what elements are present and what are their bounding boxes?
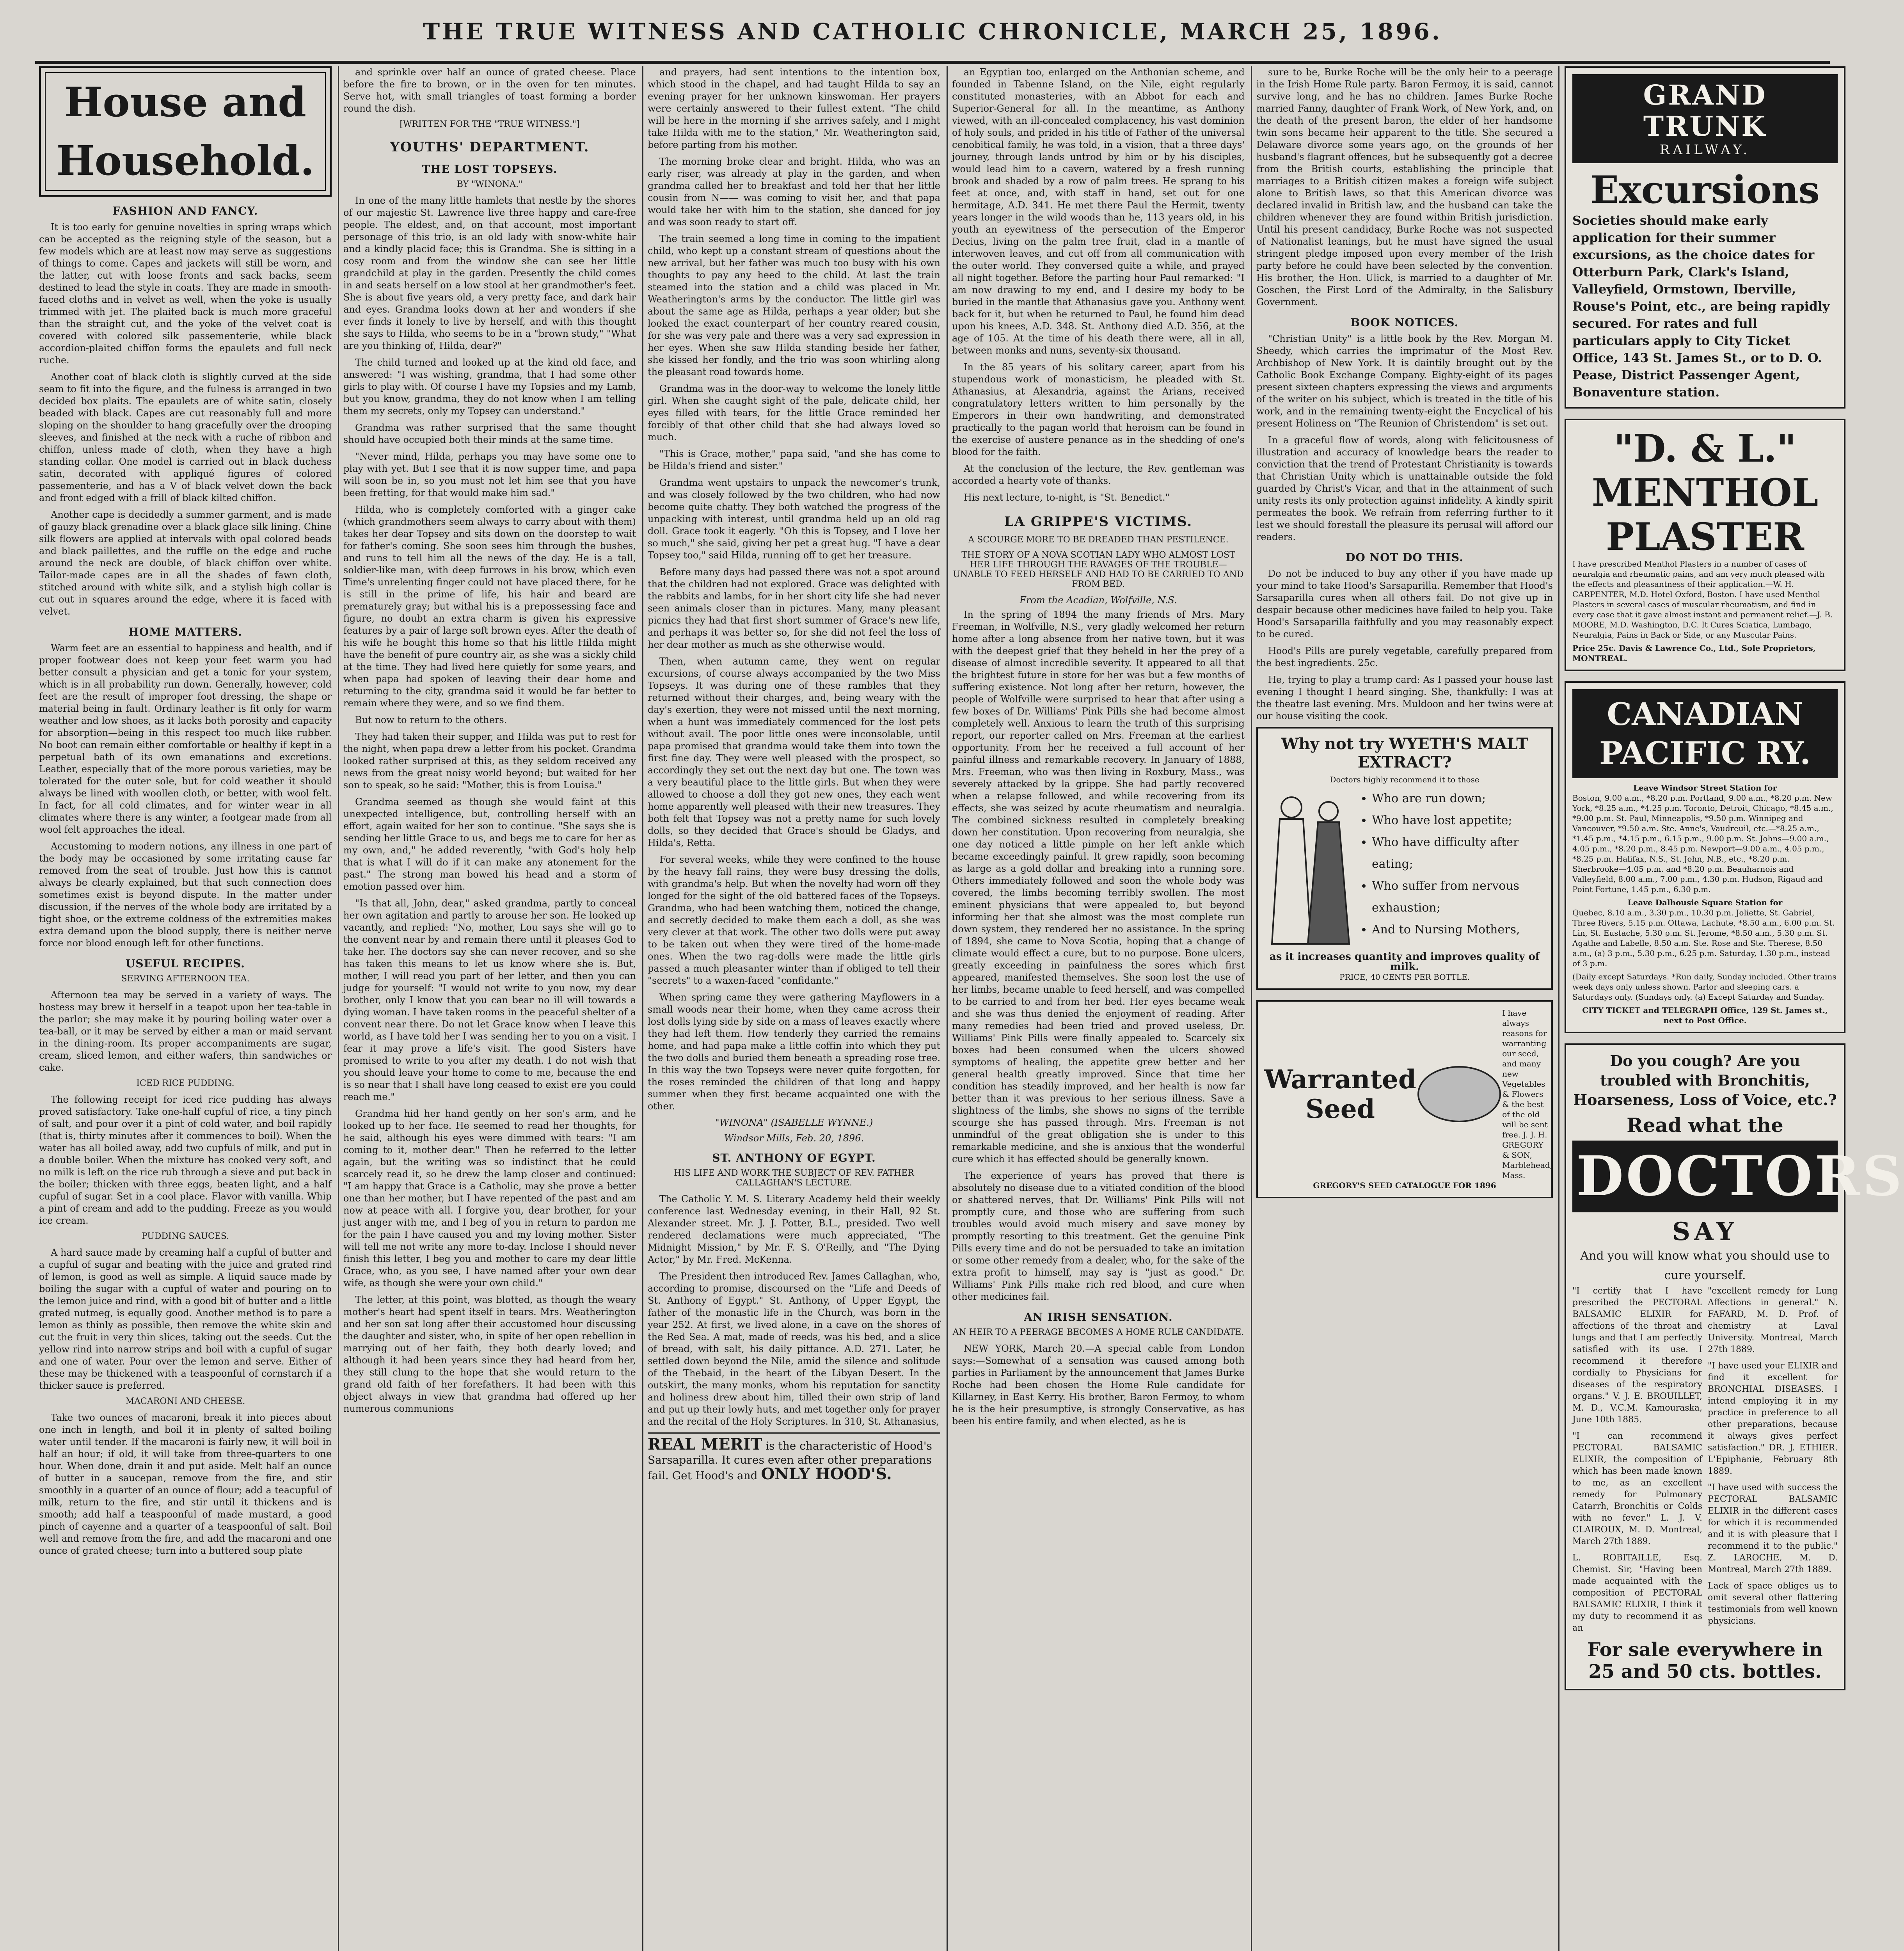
paragraph: Grandma was in the door-way to welcome the lonely little girl. When she caught sight of the pale, delicate child, her eyes filled with tears, for the little Grace reminded her forcibly of that other child that she had always loved so much. (648, 383, 940, 442)
paragraph: It is too early for genuine novelties in spring wraps which can be accepted as the reigning style of the season, but a few models which are at least now may serve as suggestions of things to come. Capes and jackets will still be worn, and the latter, cut with loose fronts and sack backs, seem destined to lead the style in coats. They are made in smooth-faced cloths and in velvet as well, when the yoke is usually trimmed with jet. The plaited back is much more graceful than the straight cut, and the yoke of the velvet coat is covered with colored silk passementerie, while black accordion-plaited chiffon forms the epaulets and full neck ruche. (39, 222, 332, 366)
doctors-elixir-ad (1565, 1043, 1904, 1690)
paragraph: an Egyptian too, enlarged on the Anthonian scheme, and founded in Tabenne Island, on the Nile, eight regularly constituted monasteries, with an Abbot for each and Superior-General for all. In the meantime, as Anthony viewed, with an ill-concealed complacency, his vast dominion of holy souls, and prided in his title of Father of the universal cenobitical family, he was told, in a vision, that a three days' journey, through lands untrod by him or by his disciples, would lead him to a cavern, watered by a fresh running brook and shaded by a row of palm trees. He sprang to his feet at once, and, with staff in hand, set out for one hermitage, A.D. 341. He met there Paul the Hermit, twenty years longer in the wild woods than he, 113 years old, in his youth an eyewitness of the persecution of the Emperor Decius, living on the palm tree fruit, clad in a mantle of interwoven leaves, and cut off from all communication with the outer world. They conversed quite a while, and prayed all night together. Before the parting hour Paul remarked: "I am now drawing to my end, and I desire my body to be buried in the mantle that Athanasius gave you. Anthony went back for it, but when he returned to Paul, he found him dead upon his knees, A.D. 348. St. Anthony died A.D. 356, at the age of 105. At the time of his death there were, all in all, between monks and nuns, seventy-six thousand. (952, 67, 1245, 356)
ad-headline: CANADIAN PACIFIC RY. (1599, 696, 1811, 771)
ad-oval-text: GREGORY'S SEED CATALOGUE FOR 1896 (1313, 1181, 1496, 1190)
ad-headline: GRAND TRUNK (1643, 79, 1767, 142)
paragraph: Grandma was rather surprised that the same thought should have occupied both their minds at the same time. (343, 422, 636, 445)
subheading: HIS LIFE AND WORK THE SUBJECT OF REV. FATHER CALLAGHAN'S LECTURE. (674, 1168, 914, 1188)
subheading: A SCOURGE MORE TO BE DREADED THAN PESTILENCE. (968, 535, 1229, 545)
testimonial: "I can recommend PECTORAL BALSAMIC ELIXIR, the composition of which has been made known to me, as an excellent remedy for Pulmonary Catarrh, Bronchitis or Colds with no fever." L. J. V. CLAIROUX, M. D. Montreal, March 27th 1889. (1572, 1431, 1702, 1546)
list-item: • Who have lost appetite; (1372, 810, 1545, 832)
subheading: MACARONI AND CHEESE. (125, 1397, 245, 1406)
testimonial: "excellent remedy for Lung Affections in general." N. FAFARD, M. D. Prof. of chemistry at Laval University. Montreal, March 27th 1889. (1708, 1286, 1838, 1354)
paragraph: In one of the many little hamlets that nestle by the shores of our majestic St. Lawrence live three happy and care-free people. The eldest, and, on that account, most important personage of this trio, is an old lady with snow-white hair and a kindly placid face; this is Grandma. She is sitting in a cosy room and from the window she can see her little grandchild at play in the garden. Presently the child comes in and seats herself on a low stool at her grandmother's feet. She is about five years old, a very pretty face, and dark hair and eyes. Grandma looks down at her and wonders if she ever finds it lonely to live by herself, and with this thought she says to Hilda, who seems to be in a "brown study," "What are you thinking of, Hilda, dear?" (343, 195, 636, 351)
list-item: • And to Nursing Mothers, (1372, 919, 1545, 941)
paragraph: and prayers, had sent intentions to the intention box, which stood in the chapel, and had taught Hilda to say an evening prayer for her unknown kinswoman. Her prayers were certainly answered to their fullest extent. "The child will be here in the morning if she arrives safely, and I might take Hilda with me to the station," Mr. Weatherington said, before parting from his mother. (648, 67, 940, 150)
paragraph: For several weeks, while they were confined to the house by the heavy fall rains, they were busy dressing the dolls, with grandma's help. But when the novelty had worn off they longed for the sight of the old battered faces of the Topseys. Grandma, who had been watching them, noticed the change, and secretly decided to make them each a doll, as she was very clever at that work. The other two dolls were put away to be taken out when they were tired of the home-made ones. When the two rag-dolls were made the little girls passed a much pleasanter winter than if obliged to tell their "secrets" to a waxen-faced "confidante." (648, 854, 940, 986)
testimonial: "I have used with success the PECTORAL BALSAMIC ELIXIR in the different cases for which it is recommended and it is with pleasure that I recommend it to the public." Z. LAROCHE, M. D. Montreal, March 27th 1889. (1708, 1483, 1838, 1574)
section-heading: AN IRISH SENSATION. (1024, 1311, 1173, 1324)
column-2 (343, 66, 636, 1951)
gregory-seed-ad (1256, 1000, 1553, 1198)
paragraph: "Christian Unity" is a little book by the Rev. Morgan M. Sheedy, which carries the imprimatur of the Most Rev. Archbishop of New York. It is daintily brought out by the Catholic Book Exchange Company. Eighty-eight of its pages present sixteen chapters expressing the views and arguments of the writer on his subject, which is treated in the title of his work, and in the remaining twenty-eight the Encyclical of his present Holiness on "The Reunion of Christendom" is set out. (1256, 333, 1553, 429)
subheading: AN HEIR TO A PEERAGE BECOMES A HOME RULE CANDIDATE. (952, 1327, 1244, 1337)
testimonial: Lack of space obliges us to omit several other flattering testimonials from well known physicians. (1708, 1581, 1838, 1626)
wyeth-malt-extract-ad (1256, 727, 1553, 990)
paragraph: His next lecture, to-night, is "St. Benedict." (964, 492, 1170, 503)
real-merit-ad (648, 1432, 940, 1483)
paragraph: Accustoming to modern notions, any illness in one part of the body may be occasioned by some irritating cause far removed from the seat of trouble. Just how this is cannot always be clearly explained, but that such connection does sometimes exist is beyond dispute. In the matter under discussion, if the nerves of the whole body are irritated by a tight shoe, or the extreme coldness of the extremities makes extra demand upon the blood supply, there is neither nerve force nor blood enough left for other functions. (39, 841, 332, 949)
ad-word: Seed (1305, 1094, 1375, 1124)
paragraph: Hood's Pills are purely vegetable, carefully prepared from the best ingredients. 25c. (1256, 645, 1553, 668)
victorian-ladies-illustration (1264, 788, 1354, 952)
paragraph: Afternoon tea may be served in a variety of ways. The hostess may brew it herself in a teapot upon her tea-table in the parlor; she may make it by pouring boiling water over a tea-ball, or it may be served by either a man or maid servant in the dining-room. Its proper accompaniments are sugar, cream, sliced lemon, and either wafers, thin sandwiches or cake. (39, 990, 332, 1073)
column-rule (338, 66, 339, 1951)
signature: "WINONA" (ISABELLE WYNNE.) (715, 1117, 873, 1128)
paragraph: and sprinkle over half an ounce of grated cheese. Place before the fire to brown, or in the oven for ten minutes. Serve hot, with small triangles of toast forming a border round the dish. (343, 67, 636, 114)
paragraph: They had taken their supper, and Hilda was put to rest for the night, when papa drew a letter from his pocket. Grandma looked rather surprised at this, as they seldom received any news from the great noisy world beyond; but waited for her son to speak, so he said: "Mother, this is from Louisa." (343, 731, 636, 791)
column-rule (1558, 66, 1559, 1951)
ad-price: PRICE, 40 CENTS PER BOTTLE. (1339, 972, 1470, 982)
masthead-text: THE TRUE WITNESS AND CATHOLIC CHRONICLE, MARCH 25, 1896. (423, 18, 1442, 45)
paragraph: In the 85 years of his solitary career, apart from his stupendous work of monasticism, he pleaded with St. Athanasius, at Alexandria, against the Arians, received congratulatory letters written to him personally by the Emperors in their own handwriting, and demonstrated practically to the pagan world that heroism can be found in the exercise of austere penance as in the shedding of one's blood for the faith. (952, 362, 1245, 457)
section-heading: YOUTHS' DEPARTMENT. (390, 139, 590, 155)
subheading: ICED RICE PUDDING. (136, 1079, 234, 1088)
ad-header (1572, 689, 1838, 778)
column-1 (39, 66, 332, 1951)
written-for-note: [WRITTEN FOR THE "TRUE WITNESS."] (400, 119, 580, 129)
testimonial: "I have used your ELIXIR and find it excellent for BRONCHIAL DISEASES. I intend employing it in my practice in preference to all other preparations, because it always gives perfect satisfaction." DR. J. ETHIER. L'Epiphanie, February 8th 1889. (1708, 1361, 1838, 1476)
column-5 (1256, 66, 1553, 1951)
column-3 (648, 66, 940, 1951)
list-item: • Who suffer from nervous exhaustion; (1372, 875, 1545, 919)
ad-text: I have prescribed Menthol Plasters in a number of cases of neuralgia and rheumatic pains, and am very much pleased with the effects and pleasantness of their application.—W. H. CARPENTER, M.D. Hotel Oxford, Boston. I have used Menthol Plasters in several cases of muscular rheumatism, and find in every case that it gave almost instant and permanent relief.—J. B. MOORE, M.D. Washington, D.C. It Cures Sciatica, Lumbago, Neuralgia, Pains in Back or Side, or any Muscular Pains. (1572, 559, 1833, 640)
ad-subline: Doctors highly recommend it to those (1330, 775, 1480, 784)
paragraph: Before many days had passed there was not a spot around that the children had not explored. Grace was delighted with the rabbits and lambs, for in her short city life she had never seen animals closer than in pictures. Many, many pleasant picnics they had that first short summer of Grace's new life, and perhaps it was better so, for she did not feel the loss of her dear mother as much as she otherwise would. (648, 567, 940, 650)
ad-headline: "D. & L." MENTHOL PLASTER (1591, 426, 1819, 559)
paragraph: The President then introduced Rev. James Callaghan, who, according to promise, discoursed on the "Life and Deeds of St. Anthony of Egypt." St. Anthony, of Upper Egypt, the father of the monastic life in the Church, was born in the year 252. At first, we lived alone, in a cave on the shores of the Red Sea. A mat, made of reeds, was his bed, and a slice of bread, with salt, his daily pittance. A.D. 271. Later, he settled down beyond the Nile, amid the silence and solitude of the Thebaid, in the heart of the Libyan Desert. In the outskirt, the many monks, whom his reputation for sanctity and holiness drew about him, tilled their own strip of land and put up their lowly huts, and met together only for prayer and the recital of the Holy Scriptures. In 310, St. Athanasius, (648, 1271, 940, 1427)
subheading: SERVING AFTERNOON TEA. (121, 974, 250, 984)
paragraph: The letter, at this point, was blotted, as though the weary mother's heart had spent itself in tears. Mrs. Weatherington and her son sat long after their accustomed hour discussing the daughter and sister, who, in spite of her open rebellion in marrying out of her faith, they both dearly loved; and although it had been years since they had heard from her, they still clung to the hope that she would return to the grand old faith of her forefathers. It had been with this object always in view that grandma had offered up her numerous communions (343, 1294, 636, 1414)
paragraph: The train seemed a long time in coming to the impatient child, who kept up a constant stream of questions about the new arrival, but her father was much too busy with his own thoughts to pay any heed to the child. At last the train steamed into the station and a child was placed in Mr. Weatherington's arms by the conductor. The little girl was about the same age as Hilda, perhaps a year older; but she looked the exact counterpart of her country reared cousin, for she was very pale and there was a very sad expression in her eyes. When she saw Hilda standing beside her father, she kissed her fondly, and the trio was soon whirling along the pleasant road towards home. (648, 233, 940, 377)
ad-tagline: ONLY HOOD'S. (761, 1465, 892, 1483)
paragraph: In the spring of 1894 the many friends of Mrs. Mary Freeman, in Wolfville, N.S., very gladly welcomed her return home after a long absence from her native town, but it was with the deepest grief that they beheld in her the prey of a disease of almost incredible severity. It appeared to all that the brightest future in store for her was but a few months of suffering existence. Not long after her return, however, the people of Wolfville were surprised to hear that after using a few boxes of Dr. Williams' Pink Pills she had become almost completely well. Anxious to learn the truth of this surprising report, our reporter called on Mrs. Freeman at the earliest opportunity. From her he received a full account of her painful illness and remarkable recovery. In January of 1888, Mrs. Freeman, who was then living in Roxbury, Mass., was severely attacked by la grippe. She had partly recovered when a relapse followed, and while recovering from its effects, she was seized by acute rheumatism and neuralgia. The combined sickness resulted in completely breaking down her constitution. Upon recovering from neuralgia, she one day noticed a little pimple on her left ankle which became exceedingly painful. It grew rapidly, soon becoming as large as a gold dollar and breaking into a running sore. Others immediately followed and soon the whole body was covered, the limbs becoming terribly swollen. The most eminent physicians that were appealed to, but beyond informing her that she almost was the most complete run down system, they rendered her no assistance. In the spring of 1894, she came to Nova Scotia, hoping that a change of climate would effect a cure, but to no purpose. Bone ulcers, greatly exceeding in painfulness the sores which first appeared, manifested themselves. She soon lost the use of her limbs, became unable to feed herself, and was compelled to be carried to and from her bed. Her eyes became weak and she was thus denied the enjoyment of reading. After many remedies had been tried and proved useless, Dr. Williams' Pink Pills were finally appealed to. Scarcely six boxes had been consumed when the ulcers showed symptoms of healing, the appetite grew better and her general health greatly improved. Since that time her condition has steadily improved, and her health is now far better than it was previous to her serious illness. Save a slightness of the limbs, she shows no signs of the terrible scourge she has passed through. Mrs. Freeman is not unmindful of the great obligation she is under to this remarkable medicine, and she is anxious that the wonderful cure which it has effected should be generally known. (952, 609, 1245, 1164)
ad-price: Price 25c. Davis & Lawrence Co., Ltd., Sole Proprietors, MONTREAL. (1572, 643, 1816, 663)
story-title: THE LOST TOPSEYS. (422, 163, 558, 176)
paragraph: Do not be induced to buy any other if you have made up your mind to take Hood's Sarsaparilla. Remember that Hood's Sarsaparilla cures when all others fail. Do not give up in despair because other medicines have failed to help you. Take Hood's Sarsaparilla faithfully and you may reasonably expect to be cured. (1256, 568, 1553, 640)
list-item: • Who are run down; (1372, 788, 1545, 810)
paragraph: Take two ounces of macaroni, break it into pieces about one inch in length, and boil it in plenty of salted boiling water until tender. If the macaroni is fairly new, it will boil in half an hour; if old, it will take from three-quarters to one hour. When done, drain it and put aside. Melt half an ounce of butter in a saucepan, remove from the fire, and stir smoothly in a quarter of an ounce of flour; add a teacupful of milk, return to the fire, and stir until it thickens and is smooth; add half a teaspoonful of made mustard, a good pinch of cayenne and a quarter of a teaspoonful of salt. Boil well and remove from the fire, and add the macaroni and one ounce of grated cheese; turn into a buttered soup plate (39, 1412, 332, 1556)
paragraph: Grandma went upstairs to unpack the newcomer's trunk, and was closely followed by the two children, who had now become quite chatty. They both watched the progress of the unpacking with interest, until grandma held up an old rag doll. Grace took it eagerly. "Oh this is Topsey, and I love her so much," she said, giving her pet a great hug. "I have a dear Topsey too," said Hilda, running off to get her treasure. (648, 477, 940, 561)
ad-footer: For sale everywhere in 25 and 50 cts. bottles. (1587, 1639, 1823, 1683)
canadian-pacific-ad (1565, 681, 1845, 1033)
paragraph: Another cape is decidedly a summer garment, and is made of gauzy black grenadine over a black glace silk lining. Chine silk flowers are applied at intervals with opal colored beads and black paillettes, and the ruffle on the edge and ruche around the neck are double, of black chiffon over white. Tailor-made capes are in all the shades of fawn cloth, stitched around with white silk, and a stylish high collar is cut out in squares around the edge, where it is faced with velvet. (39, 509, 332, 617)
list-item: • Who have difficulty after eating; (1372, 832, 1545, 875)
paragraph: Grandma hid her hand gently on her son's arm, and he looked up to her face. He seemed to read her thoughts, for he said, although his eyes were dimmed with tears: "I am coming to it, mother dear." Then he referred to the letter again, but the writing was so indistinct that he could scarcely read it, so he drew the lamp closer and continued: "I am happy that Grace is a Catholic, may she prove a better one than her mother, but I have repented of the past and am now at peace with all. I forgive you, dear brother, for your just anger with me, and I beg of you in return to pardon me for the pain I have caused you and my loving mother. Sister will tell me not write any more to-day. Inclose I should never finish this letter, I beg you and mother to care my dear little Grace, who, as you see, I have named after your own dear wife, as though she were your own child." (343, 1108, 636, 1288)
testimonial-column (1572, 1285, 1702, 1639)
subheading: PUDDING SAUCES. (141, 1231, 229, 1241)
paragraph: Grandma seemed as though she would faint at this unexpected intelligence, but, controlling herself with an effort, again waited for her son to continue. "She says she is sending her little Grace to us, and begs me to care for her as my own, and," he added reverently, "with God's holy help that is what I will do if it can make any atonement for the past." The strong man bowed his head and a storm of emotion passed over him. (343, 796, 636, 892)
paragraph: He, trying to play a trump card: As I passed your house last evening I thought I heard singing. She, thankfully: I was at the theatre last evening. Mrs. Muldoon and her twins were at our house visiting the cook. (1256, 674, 1553, 721)
testimonial: "I certify that I have prescribed the PECTORAL BALSAMIC ELIXIR for affections of the throat and lungs and that I am perfectly satisfied with its use. I recommend it therefore cordially to Physicians for diseases of the respiratory organs." V. J. E. BROUILLET, M. D., V.C.M. Kamouraska, June 10th 1885. (1572, 1286, 1702, 1425)
byline: BY "WINONA." (456, 179, 523, 189)
grand-trunk-ad (1565, 66, 1845, 409)
ad-subline: Read what the (1627, 1114, 1783, 1137)
source-line: From the Acadian, Wolfville, N.S. (1019, 595, 1177, 606)
paragraph: Hilda, who is completely comforted with a ginger cake (which grandmothers seem always to carry about with them) takes her dear Topsey and sits down on the doorstep to wait for father's coming. She soon sees him through the bushes, and runs to tell him all the news of the day. He is a tall, soldier-like man, with deep furrows in his brow, which even Time's unrelenting finger could not have placed there, for he is still in the prime of life, his hair and beard are prematurely gray; but withal his is a prepossessing face and figure, no doubt an extra charm is given his expressive features by a pair of large soft brown eyes. After the death of his wife he bought this home so that his little Hilda might have the benefit of pure country air, as she was a sickly child at the time. They had lived here quietly for some years, and when papa had spoken of leaving their dear home and returning to the city, grandma said it would be far better to remain where they were, and so we find them. (343, 504, 636, 709)
paragraph: Another coat of black cloth is slightly curved at the side seam to fit into the figure, and the fulness is arranged in two decided box plaits. The epaulets are of white satin, closely beaded with black. Capes are cut reasonably full and more sloping on the shoulder to hang gracefully over the drooping sleeves, and finished at the neck with a ruche of ribbon and chiffon, unless made of cloth, when they have a high standing collar. One model is carried out in black duchess satin, decorated with appliqué figures of colored passementerie, and has a V of black velvet down the back and front edged with a frill of black kilted chiffon. (39, 371, 332, 503)
paragraph: "Never mind, Hilda, perhaps you may have some one to play with yet. But I see that it is now supper time, and papa will soon be in, so you must not let him see that you have been fretting, for that would make him sad." (343, 451, 636, 498)
seed-catalogue-icon (1416, 1065, 1502, 1123)
section-heading: LA GRIPPE'S VICTIMS. (1004, 514, 1193, 530)
paragraph: sure to be, Burke Roche will be the only heir to a peerage in the Irish Home Rule party. Baron Fermoy, it is said, cannot survive long, and he has no children. James Burke Roche married Fanny, daughter of Frank Work, of New York, and, on the death of the present baron, the elder of her handsome twin sons became heir apparent to the title. She secured a Delaware divorce some years ago, on the grounds of her husband's flagrant offences, but he subsequently got a decree from the British courts, establishing the principle that marriages to a British citizen makes a foreign wife subject alone to British laws, so that this American divorce was declared invalid in British law, and the husband can take the children whenever they are found within British jurisdiction. Until his present candidacy, Burke Roche was not suspected of Nationalist leanings, but he must have signed the usual stringent pledge imposed upon every member of the Irish party before he could have been selected by the convention. His brother, the Hon. Ulick, is married to a daughter of Mr. Goschen, the First Lord of the Admiralty, in the Salisbury Government. (1256, 67, 1553, 307)
section-title: House and Household. (45, 72, 326, 191)
menthol-plaster-ad (1565, 419, 1845, 671)
section-heading: DO NOT DO THIS. (1346, 551, 1464, 564)
timetable-notes: (Daily except Saturdays. *Run daily, Sunday included. Other trains week days only unless shown. Parlor and sleeping cars. a Saturdays only. (Sundays only. (a) Except Saturday and Sunday. (1572, 972, 1837, 1002)
paragraph: But now to return to the others. (355, 714, 507, 725)
ad-text: is the characteristic of Hood's Sarsaparilla. It cures even after other preparations fail. Get Hood's and (648, 1439, 932, 1482)
paragraph: The morning broke clear and bright. Hilda, who was an early riser, was already at play in the garden, and when grandma called her to breakfast and told her that her little cousin from N—— was coming to visit her, and that papa would take her with him to the station, she danced for joy and was soon ready to start off. (648, 156, 940, 227)
ad-question: Do you cough? Are you troubled with Bronchitis, Hoarseness, Loss of Voice, etc.? (1573, 1052, 1837, 1109)
paragraph: At the conclusion of the lecture, the Rev. gentleman was accorded a hearty vote of thanks. (952, 463, 1245, 486)
ad-body (1264, 1008, 1552, 1180)
ad-wordmark (1264, 1064, 1416, 1124)
signature-place: Windsor Mills, Feb. 20, 1896. (724, 1133, 864, 1144)
timetable-heading: Leave Windsor Street Station for (1633, 783, 1777, 792)
paragraph: "This is Grace, mother," papa said, "and she has come to be Hilda's friend and sister." (648, 448, 940, 471)
ad-body (1264, 788, 1545, 952)
paragraph: Then, when autumn came, they went on regular excursions, of course always accompanied by the two Miss Topseys. It was during one of these rambles that they returned without their charges, and, being weary with the day's exertion, they were not missed until the next morning, when a hunt was immediately commenced for the lost pets without avail. The poor little ones were inconsolable, until papa promised that grandma would take them into town the first fine day. They were well pleased with the prospect, so accordingly they set out the next day but one. The town was a very beautiful place to the little girls. But when they were allowed to choose a doll they got new ones, they each went home apparently well pleased with their new treasures. They both felt that Topsey was not a pretty name for such lovely dolls, so they decided that Grace's should be Gladys, and Hilda's, Retta. (648, 656, 940, 848)
timetable: Boston, 9.00 a.m., *8.20 p.m. Portland, 9.00 a.m., *8.20 p.m. New York, *8.25 a.m., *4.25 p.m. Toronto, Detroit, Chicago, *8.45 a.m., *9.00 p.m. St. Paul, Minneapolis, *9.50 p.m. Winnipeg and Vancouver, *9.50 a.m. Ste. Anne's, Vaudreuil, etc.—*8.25 a.m., *1.45 p.m., *4.15 p.m., 6.15 p.m., 9.00 p.m. St. Johns—9.00 a.m., 4.05 p.m., *8.20 p.m., 8.45 p.m. Newport—9.00 a.m., 4.05 p.m., *8.25 p.m. Halifax, N.S., St. John, N.B., etc., *8.20 p.m. Sherbrooke—4.05 p.m. and *8.20 p.m. Beauharnois and Valleyfield, 8.00 a.m., 7.00 p.m., 4.30 p.m. Hudson, Rigaud and Point Fortune, 1.45 p.m., 6.30 p.m. (1572, 793, 1833, 894)
paragraph: When spring came they were gathering Mayflowers in a small woods near their home, when they came across their lost dolls lying side by side on a mass of leaves exactly where they had left them. How tenderly they carried the remains home, and had papa make a little coffin into which they put the two dolls and buried them beneath a spreading rose tree. In this way the two Topseys were never quite forgotten, for the roses reminded the children of that long and happy summer when they first became acquainted one with the other. (648, 992, 940, 1112)
section-heading: FASHION AND FANCY. (112, 204, 258, 217)
paragraph: "Is that all, John, dear," asked grandma, partly to conceal her own agitation and partly to arouse her son. He looked up vacantly, and replied: "No, mother, Lou says she will go to the convent near by and remain there until it pleases God to take her. The doctors say she can never recover, and so she has taken this means to let us know where she is. But, mother, I will read you part of her letter, and then you can judge for yourself: "I would not write to you now, my dear brother, only I know that you can bear no ill will towards a dying woman. I have taken rooms in the peaceful shelter of a convent near there. Do not let Grace know when I leave this world, as I have told her I was sending her to you on a visit. I fear it may prove a life's visit. The good Sisters have promised to write to you after my death. I do not wish that you should leave your home to come to me, because the end is so near that I shall have long ceased to exist ere you could reach me." (343, 898, 636, 1102)
ad-text: I have always reasons for warranting our seed, and many new Vegetables & Flowers & the best of the old will be sent free. J. J. H. GREGORY & SON, Marblehead, Mass. (1502, 1008, 1552, 1180)
column-6 (1565, 66, 1904, 1951)
ad-feature: Excursions (1590, 168, 1820, 212)
house-household-banner (39, 66, 332, 197)
column-rule (642, 66, 643, 1951)
ad-text: Societies should make early application for their summer excursions, as the choice dates for Otterburn Park, Clark's Island, Valleyfield, Ormstown, Iberville, Rouse's Point, etc., are being rapidly secured. For rates and full particulars apply to City Ticket Office, 143 St. James St., or to D. O. Pease, District Passenger Agent, Bonaventure station. (1572, 213, 1830, 400)
paragraph: Warm feet are an essential to happiness and health, and if proper footwear does not keep your feet warm you had better consult a physician and get a tonic for your system, which is in all probability run down. Generally, however, cold feet are the result of improper foot dressing, the shape or material being in fault. Ordinary leather is fit only for warm weather and low shoes, as it lacks both porosity and capacity for absorption—being in this respect too much like rubber. No boot can remain either comfortable or healthy if kept in a perpetual bath of its own emanations and excretions. Leather, especially that of the more porous varieties, may be tolerated for the outer sole, but for cold weather it should always be lined with woollen cloth, or better, with wool felt. In fact, for all cold climates, and for winter wear in all climates where there is any winter, a footgear made from all wool felt approaches the ideal. (39, 643, 332, 835)
column-rule (947, 66, 948, 1951)
section-heading: BOOK NOTICES. (1350, 316, 1459, 329)
masthead (35, 2, 1830, 64)
ad-headline: REAL MERIT (648, 1435, 762, 1453)
paragraph: The Catholic Y. M. S. Literary Academy held their weekly conference last Wednesday evening, in their Hall, 92 St. Alexander street. Mr. J. J. Potter, B.L., presided. Two well rendered declamations were much appreciated, "The Midnight Mission," by Mr. F. S. O'Reilly, and "The Dying Actor," by Mr. Fred. McKenna. (648, 1194, 940, 1265)
ad-headline: Why not try WYETH'S MALT EXTRACT? (1281, 735, 1528, 771)
paragraph: A hard sauce made by creaming half a cupful of butter and a cupful of sugar and beating with the juice and grated rind of lemon, is good as well as simple. A liquid sauce made by boiling the sugar with a cupful of water and pouring on to the lemon juice and rind, with a good bit of butter and a little grated nutmeg, is equally good. Another method is to pare a lemon as thinly as possible, then remove the white skin and cut the fruit in very thin slices, taking out the seeds. Cut the yellow rind into narrow strips and boil with a cupful of sugar and one of water. Pour over the lemon and serve. Either of these may be thickened with a teaspoonful of cornstarch if a thicker sauce is preferred. (39, 1247, 332, 1391)
testimonials (1572, 1285, 1838, 1639)
timetable: Quebec, 8.10 a.m., 3.30 p.m., 10.30 p.m. Joliette, St. Gabriel, Three Rivers, 5.15 p.m. Ottawa, Lachute, *8.50 a.m., 6.00 p.m. St. Lin, St. Eustache, 5.30 p.m. St. Jerome, *8.50 a.m., 5.30 p.m. St. Agathe and Labelle, 8.50 a.m. Ste. Rose and Ste. Therese, 8.50 a.m., (a) 3 p.m., 5.30 p.m., 6.25 p.m. Saturday, 1.30 p.m., instead of 3 p.m. (1572, 908, 1835, 968)
subheading: THE STORY OF A NOVA SCOTIAN LADY WHO ALMOST LOST HER LIFE THROUGH THE RAVAGES OF THE TROUBLE—UNABLE TO FEED HERSELF AND HAD TO BE CARRIED TO AND FROM BED. (953, 550, 1244, 589)
ad-headline: DOCTORS (1572, 1141, 1838, 1212)
paragraph: The following receipt for iced rice pudding has always proved satisfactory. Take one-half cupful of rice, a tiny pinch of salt, and pour over it a pint of cold water, and boil rapidly (that is, thirty minutes after it commences to boil). When the water has all boiled away, add two cupfuls of milk, and put in a double boiler. When the mixture has cooked very soft, and no milk is left on the rice rub through a sieve and put back in the boiler; thicken with three eggs, beaten light, and a half cupful of sugar. Set in a cool place. Flavor with vanilla. Whip a pint of cream and add to the pudding. Freeze as you would ice cream. (39, 1094, 332, 1226)
testimonial: L. ROBITAILLE, Esq. Chemist. Sir, "Having been made acquainted with the composition of PECTORAL BALSAMIC ELIXIR, I think it my duty to recommend it as an (1572, 1553, 1702, 1633)
section-heading: USEFUL RECIPES. (125, 957, 245, 970)
testimonial-column (1708, 1285, 1838, 1639)
paragraph: The experience of years has proved that there is absolutely no disease due to a vitiated condition of the blood or shattered nerves, that Dr. Williams' Pink Pills will not promptly cure, and those who are suffering from such troubles would avoid much misery and save money by promptly resorting to this treatment. Get the genuine Pink Pills every time and do not be persuaded to take an imitation or some other remedy from a dealer, who, for the sake of the extra profit to himself, may say is "just as good." Dr. Williams' Pink Pills make rich red blood, and cure when other medicines fail. (952, 1170, 1245, 1302)
ticket-office: CITY TICKET and TELEGRAPH Office, 129 St. James st., next to Post Office. (1582, 1006, 1828, 1025)
timetable-heading: Leave Dalhousie Square Station for (1627, 898, 1783, 907)
column-rule (1251, 66, 1252, 1951)
ad-word: Warranted (1264, 1064, 1417, 1095)
paragraph: The child turned and looked up at the kind old face, and answered: "I was wishing, grandma, that I had some other girls to play with. Of course I have my Topsies and my Lamb, but you know, grandma, they do not know when I am telling them my secrets, only my Topsey can understand." (343, 357, 636, 416)
ad-footer: as it increases quantity and improves quality of milk. (1269, 951, 1540, 973)
section-heading: ST. ANTHONY OF EGYPT. (712, 1151, 876, 1164)
ad-text: And you will know what you should use to cure yourself. (1580, 1249, 1830, 1282)
ad-subline: RAILWAY. (1659, 142, 1751, 158)
ad-list (1360, 788, 1545, 941)
ad-header (1572, 74, 1838, 163)
section-heading: HOME MATTERS. (128, 625, 242, 638)
paragraph: In a graceful flow of words, along with felicitousness of illustration and accuracy of knowledge bears the reader to conviction that the trend of Protestant Christianity is towards that Christian Unity which is unattainable outside the fold guarded by Christ's Vicar, and that in the attainment of such unity rests its only protection against infidelity. A kindly spirit permeates the book. We refrain from referring further to it lest we should forestall the pleasure its perusal will afford our readers. (1256, 435, 1553, 542)
column-4 (952, 66, 1245, 1951)
paragraph: NEW YORK, March 20.—A special cable from London says:—Somewhat of a sensation was caused among both parties in Parliament by the announcement that James Burke Roche had been chosen the Home Rule candidate for Killarney, in East Kerry. His brother, Baron Fermoy, to whom he is the heir presumptive, is strongly Conservative, as has been his entire family, and when elected, as he is (952, 1343, 1245, 1427)
ad-subline: SAY (1672, 1217, 1738, 1246)
